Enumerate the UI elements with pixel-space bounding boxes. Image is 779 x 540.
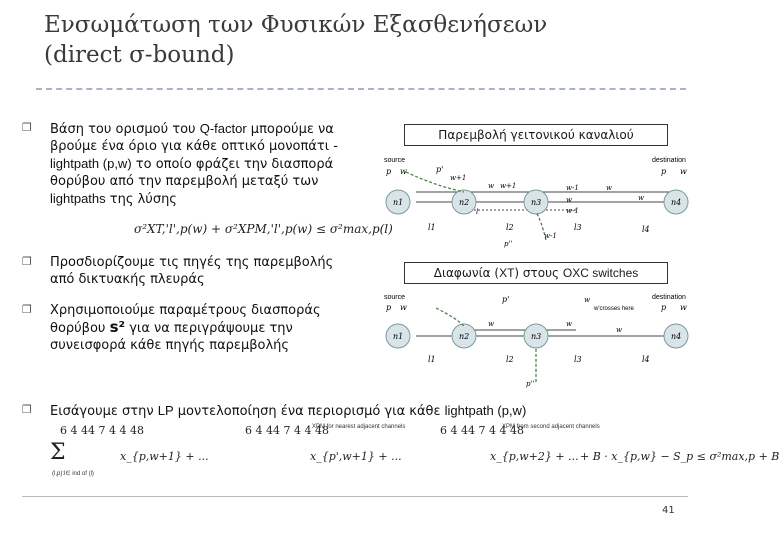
node-label: n1 [393,332,404,341]
diagram-label: w [680,167,687,176]
diagram-label: l3 [574,355,582,364]
diagram-label: l4 [642,355,650,364]
destination-label: destination [652,294,686,301]
node-label: n1 [393,198,404,207]
bullet-lp-constraint: Εισάγουμε στην LP μοντελοποίηση ένα περιορισμό για κάθε lightpath (p,w) [50,403,527,419]
diagram-label: w+1 [500,182,517,190]
diagram-label: l1 [428,355,436,364]
diagram-label: w [566,196,572,204]
destination-label: destination [652,157,686,164]
diagram-label: p' [502,295,510,304]
xt-switch-diagram [376,290,696,390]
title-divider [36,88,686,90]
diagram-label: l2 [506,223,514,232]
diagram-label: p [386,303,392,312]
node-label: n4 [671,332,682,341]
brace-top-2: 6 4 44 7 4 4 48 [245,424,329,437]
node-label: n3 [531,198,542,207]
bullet-marker-icon: ❐ [22,303,32,316]
diagram-label: w+1 [450,174,467,182]
bullet-sources: Προσδιορίζουμε τις πηγές της παρεμβολής από δικτυακής πλευράς [50,255,334,287]
bullet-marker-icon: ❐ [22,121,32,134]
node-label: n4 [671,198,682,207]
diagram-label: w [680,303,687,312]
term-2: x_{p',w+1} + ... [310,450,402,463]
diagram-label: l2 [506,355,514,364]
bullet-marker-icon: ❐ [22,403,32,416]
bullet-parameters: Χρησιμοποιούμε παραμέτρους διασποράς θορύβου s² για να περιγράψουμε την συνεισφορά κάθε πηγής παρεμβολής [50,303,321,353]
diagram-label: p [386,167,392,176]
title-line-1: Ενσωμάτωση των Φυσικών Εξασθενήσεων [44,12,548,38]
source-label: source [384,157,406,164]
variance-bound-formula: σ²XT,'l',p(w) + σ²XPM,'l',p(w) ≤ σ²max,p(l) [134,222,393,236]
xt-switches-label: Διαφωνία (XT) στους OXC switches [404,262,668,284]
diagram-label: w [638,194,644,202]
diagram-label: w [606,184,612,192]
brace-top-1: 6 4 44 7 4 4 48 [60,424,144,437]
diagram-label: l4 [642,225,650,234]
diagram-label: p [661,167,667,176]
title-line-2: (direct σ-bound) [44,42,235,68]
diagram-label: w [616,326,622,334]
node-label: n2 [459,332,470,341]
sum-subscript: (l,p):l∈ ind of (l) [52,471,94,477]
diagram-label: p' [436,165,444,174]
slide-title [44,10,547,70]
diagram-label: w-1 [544,232,557,240]
diagram-label: w-1 [566,184,579,192]
source-label: source [384,294,406,301]
diagram-label: w [488,320,494,328]
node-label: n2 [459,198,470,207]
xpm-nearest-note: XPM for nearest adjacent channels [312,424,406,430]
crossing-note: w'crosses here [594,306,634,312]
diagram-label: l1 [428,223,436,232]
equation-tail: + B · x_{p,w} − S_p ≤ σ²max,p + B [580,450,779,463]
diagram-label: w [488,182,494,190]
diagram-label: w [566,320,572,328]
term-1: x_{p,w+1} + ... [120,450,209,463]
diagram-label: l [476,208,479,216]
bullet-marker-icon: ❐ [22,255,32,268]
diagram-label: w [400,303,407,312]
page-number: 41 [662,505,675,516]
diagram-label: w-1 [566,207,579,215]
term-3: x_{p,w+2} + ... [490,450,579,463]
node-label: n3 [531,332,542,341]
diagram-label: p [661,303,667,312]
bullet-qfactor: Βάση του ορισμού του Q-factor μπορούμε να βρούμε ένα όριο για κάθε οπτικό μονοπάτι - lightpath (p,w) το οποίο φράζει την διασπορά θορύβου από την παρεμβολή μεταξύ των lightpaths της λύσης [50,121,338,207]
lp-constraint-equation [50,424,779,484]
adjacent-channel-diagram [376,150,696,250]
diagram-label: w [400,167,407,176]
adjacent-channel-label: Παρεμβολή γειτονικού καναλιού [404,124,668,146]
diagram-label: p'' [504,240,513,248]
diagram-label: l3 [574,223,582,232]
diagram-label: p'' [526,380,535,388]
xpm-second-note: XPM from second adjacent channels [502,424,600,430]
diagram-label: w [584,296,590,304]
footer-divider [22,496,688,497]
sum-symbol: Σ [50,440,66,465]
brace-top-3: 6 4 44 7 4 4 48 [440,424,524,437]
